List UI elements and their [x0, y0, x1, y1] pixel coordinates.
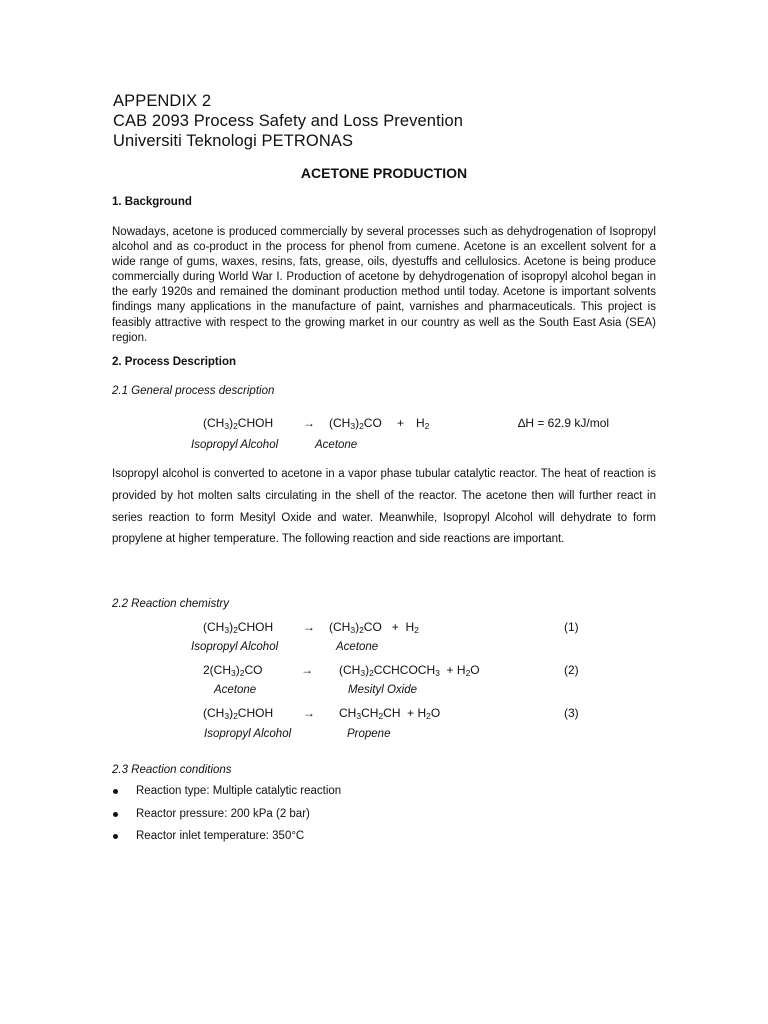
reaction-3-reactant: $(CH_3)_2CHOH$ [203, 706, 274, 721]
general-product-label: Acetone [315, 439, 358, 451]
course-title: CAB 2093 Process Safety and Loss Prevention [113, 112, 464, 130]
general-product-acetone: $(CH_3)_2CO$ [329, 416, 382, 431]
background-paragraph: Nowadays, acetone is produced commercially by several processes such as dehydrogenation of Isopropyl alcohol and as co-product in the process for phenol from cumene. Acetone is an excellent solvent for a wide range of gums, waxes, resins, fats, grease, oils, dyestuffs and cellulosics. Acetone is being produce commercially during World War I. Production of acetone by dehydrogenation of isopropyl alcohol began in the early 1920s and remained the dominant production method until today. Acetone is important solvents findings many applications in the manufacture of paint, varnishes and pharmaceuticals. This project is feasibly attractive with respect to the growing market in our country as well as the South East Asia (SEA) region. [112, 226, 656, 344]
general-reactant-label: Isopropyl Alcohol [191, 439, 279, 451]
list-item [112, 782, 341, 805]
reaction-3-arrow: → [303, 706, 315, 720]
background-heading: 1. Background [112, 196, 192, 208]
reaction-2-product-label: Mesityl Oxide [348, 684, 418, 696]
condition-text: Reactor pressure: 200 kPa (2 bar) [136, 807, 310, 820]
reaction-3-number: (3) [564, 706, 579, 720]
bullet-icon [113, 789, 118, 794]
reaction-3-product-label: Propene [347, 728, 391, 740]
general-product-hydrogen: $H_2$ [416, 416, 430, 431]
reaction-enthalpy: ∆H = 62.9 kJ/mol [518, 416, 610, 430]
condition-text: Reactor inlet temperature: 350°C [136, 830, 305, 842]
reaction-2-reactant-label: Acetone [214, 684, 257, 696]
document-title: ACETONE PRODUCTION [300, 165, 468, 181]
condition-text: Reaction type: Multiple catalytic reaction [136, 785, 342, 797]
reaction-2-reactant: $2(CH_3)_2CO$ [203, 663, 263, 678]
bullet-icon [113, 834, 118, 839]
reaction-1-reactant: $(CH_3)_2CHOH$ [203, 620, 274, 635]
reaction-1-reactant-label: Isopropyl Alcohol [191, 641, 279, 653]
general-plus: + [397, 416, 405, 430]
reaction-3-products: $CH_3CH_2CH + H_2O$ [339, 706, 441, 721]
reaction-2-number: (2) [564, 663, 579, 677]
reaction-1-products: $(CH_3)_2CO + H_2$ [329, 620, 419, 635]
list-item [112, 827, 341, 850]
reaction-1-product-label: Acetone [336, 641, 379, 653]
reaction-conditions-heading: 2.3 Reaction conditions [112, 764, 232, 776]
general-reactant: $(CH_3)_2CHOH$ [203, 416, 274, 431]
list-item [112, 805, 341, 828]
university-name: Universiti Teknologi PETRONAS [113, 132, 354, 150]
reaction-1-arrow: → [303, 620, 315, 634]
reaction-chemistry-heading: 2.2 Reaction chemistry [112, 598, 229, 610]
general-arrow: → [303, 416, 315, 430]
appendix-label: APPENDIX 2 [113, 92, 212, 110]
reaction-1-number: (1) [564, 620, 579, 634]
reaction-3-reactant-label: Isopropyl Alcohol [204, 728, 292, 740]
reaction-2-products: $(CH_3)_2CCHCOCH_3 + H_2O$ [339, 663, 480, 678]
bullet-icon [113, 812, 118, 817]
general-process-heading: 2.1 General process description [112, 385, 275, 397]
general-process-paragraph: Isopropyl alcohol is converted to acetone in a vapor phase tubular catalytic reactor. The heat of reaction is provided by hot molten salts circulating in the shell of the reactor. The acetone then will further react in series reaction to form Mesityl Oxide and water. Meanwhile, Isopropyl Alcohol will dehydrate to form propylene at higher temperature. The following reaction and side reactions are important. [112, 468, 656, 546]
process-description-heading: 2. Process Description [112, 356, 236, 368]
reaction-conditions-list [112, 782, 341, 850]
reaction-2-arrow: → [301, 663, 313, 677]
